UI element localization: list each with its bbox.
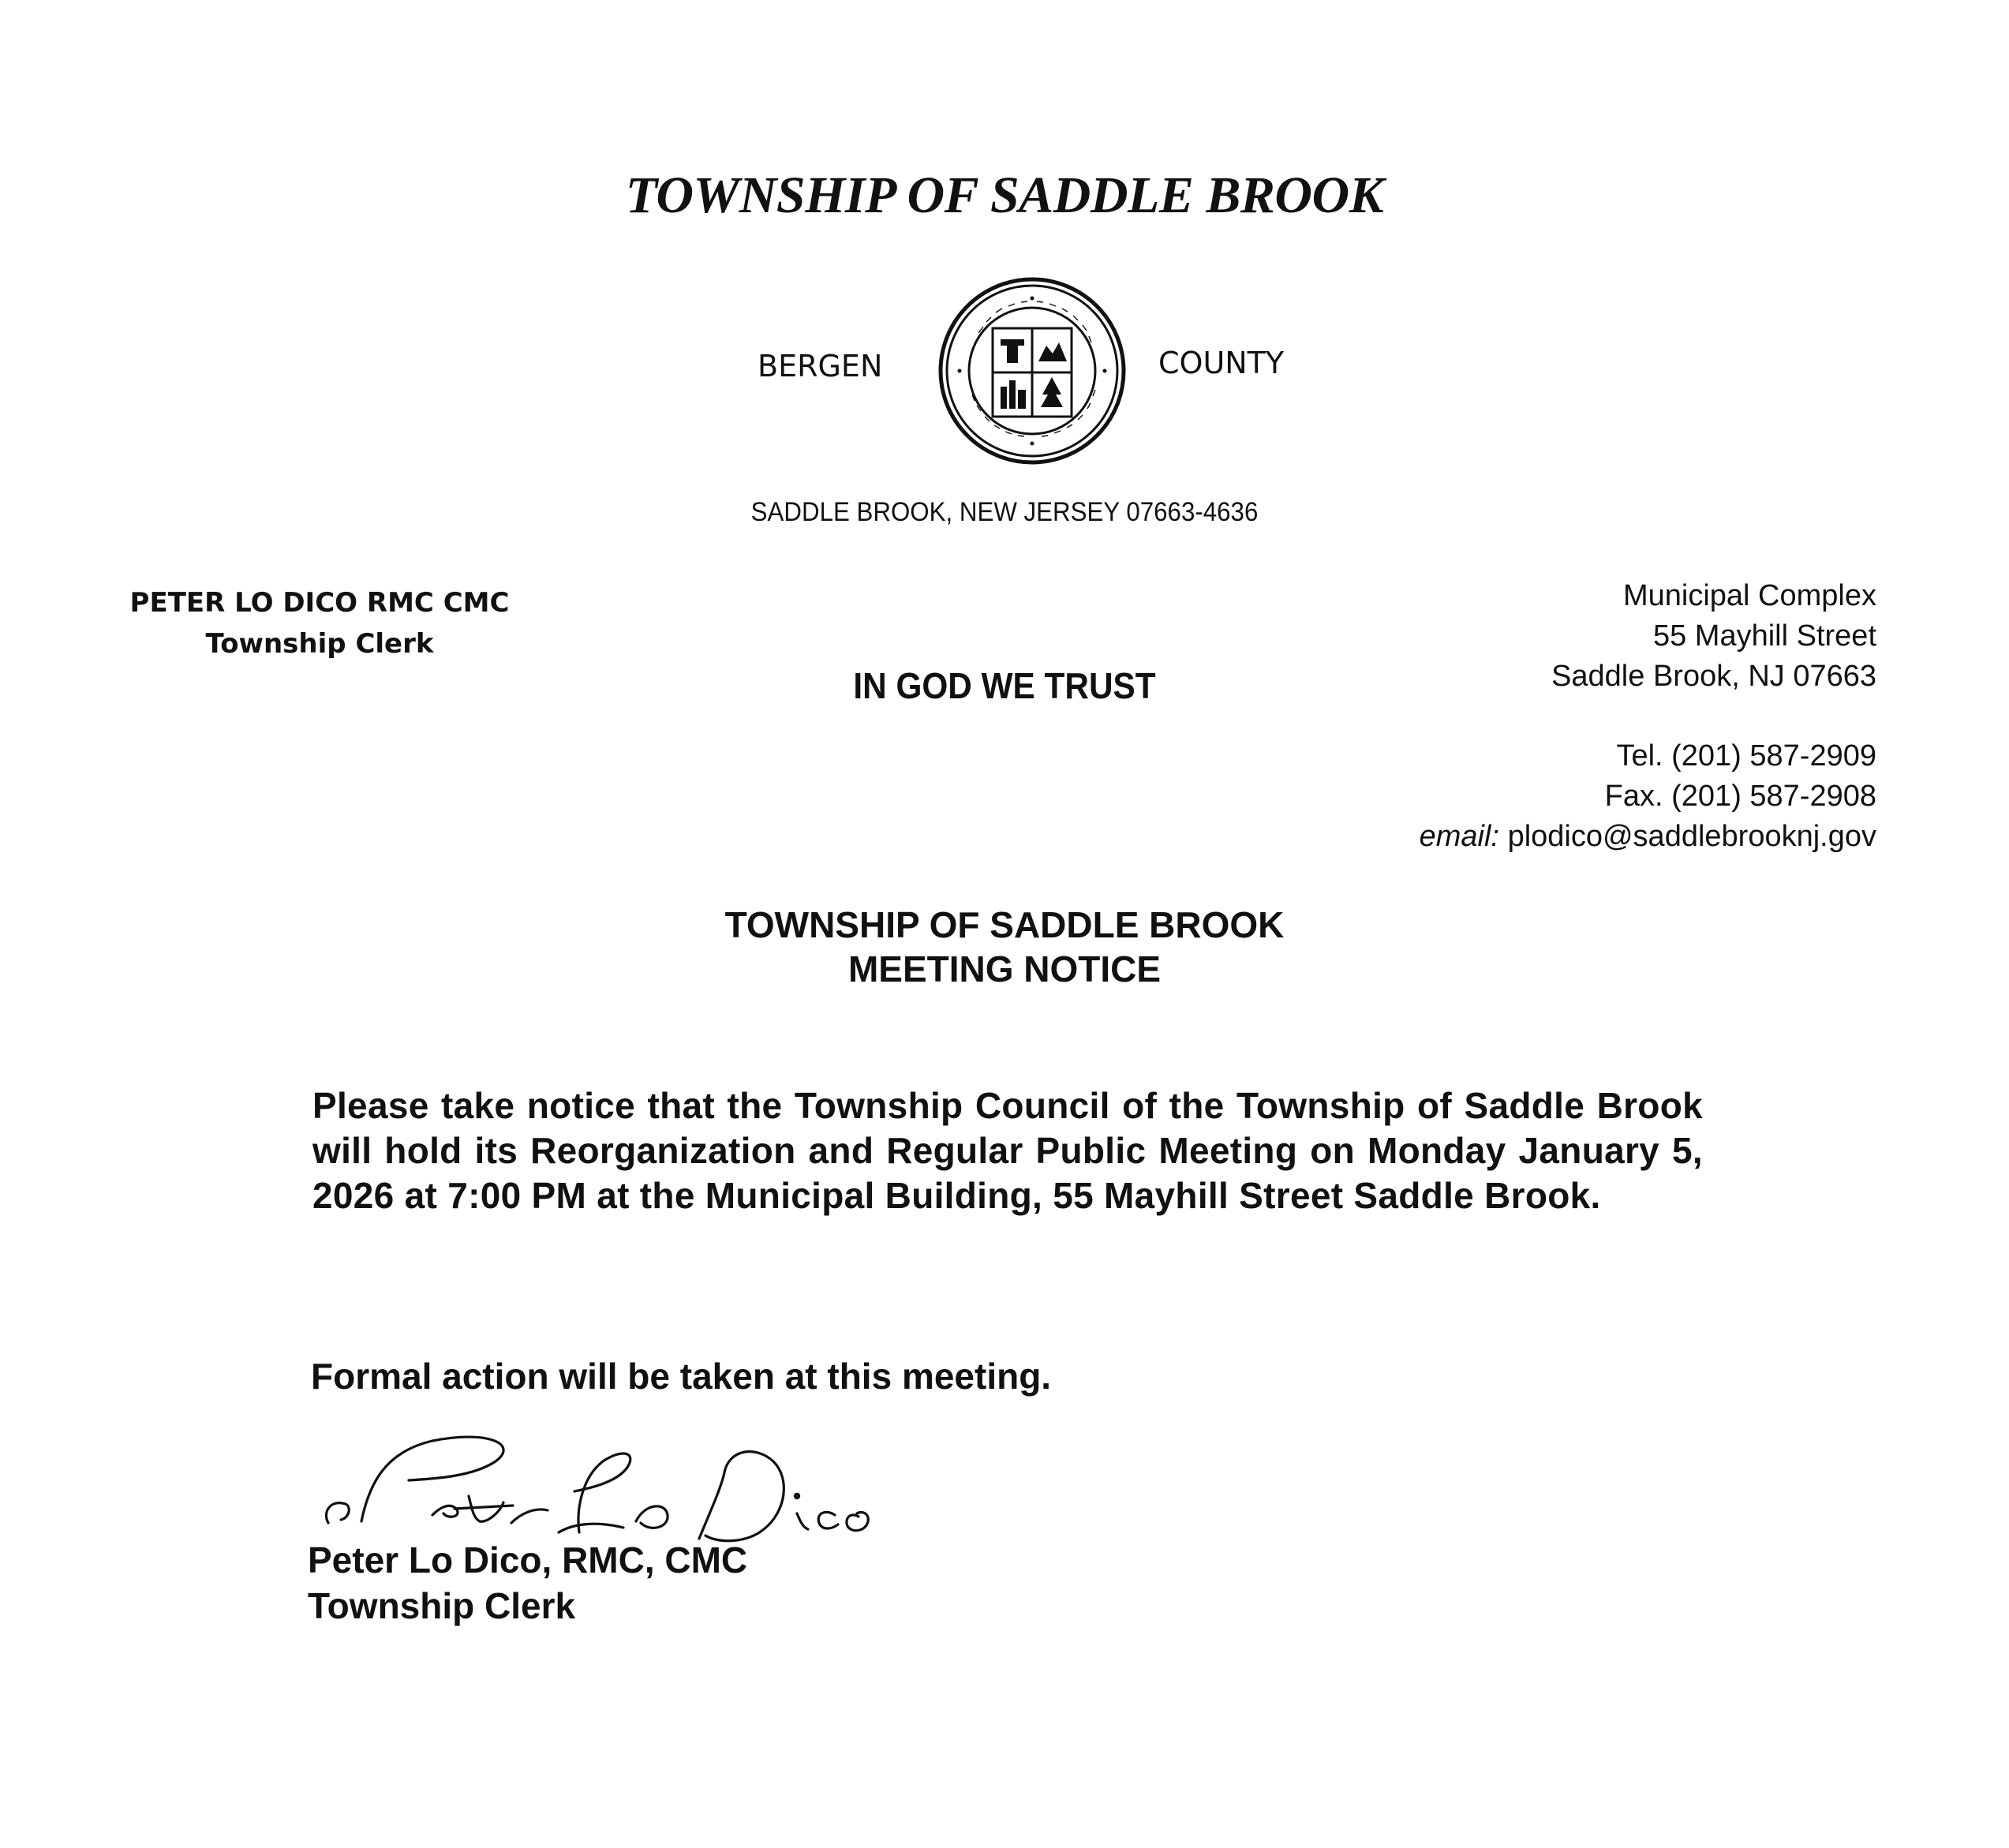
clerk-role: Township Clerk bbox=[205, 628, 434, 660]
clerk-header-block bbox=[79, 582, 560, 664]
county-label-right: COUNTY bbox=[1158, 346, 1285, 380]
signoff-name: Peter Lo Dico, RMC, CMC bbox=[308, 1539, 748, 1581]
handwritten-signature bbox=[314, 1420, 898, 1554]
township-seal-icon bbox=[937, 276, 1127, 466]
notice-heading-line-1: TOWNSHIP OF SADDLE BROOK bbox=[724, 904, 1285, 945]
contact-block bbox=[1420, 576, 1876, 857]
notice-heading bbox=[0, 903, 2009, 991]
contact-line-3: Saddle Brook, NJ 07663 bbox=[1551, 660, 1876, 693]
county-label-left: BERGEN bbox=[758, 349, 883, 383]
signoff-title: Township Clerk bbox=[308, 1585, 576, 1626]
township-title: TOWNSHIP OF SADDLE BROOK bbox=[625, 166, 1384, 224]
contact-fax: Fax. (201) 587-2908 bbox=[1604, 780, 1876, 813]
notice-heading-line-2: MEETING NOTICE bbox=[847, 948, 1162, 989]
city-address-line: SADDLE BROOK, NEW JERSEY 07663-4636 bbox=[750, 497, 1259, 527]
clerk-name-title: PETER LO DICO RMC CMC bbox=[129, 587, 510, 619]
email-label: email: bbox=[1419, 820, 1499, 853]
contact-tel: Tel. (201) 587-2909 bbox=[1616, 739, 1876, 772]
signoff-block bbox=[308, 1537, 747, 1629]
contact-line-1: Municipal Complex bbox=[1622, 579, 1876, 612]
contact-email-row bbox=[1420, 817, 1876, 857]
notice-body: Please take notice that the Township Council of the Township of Saddle Brook will hold its Reorganization and Regular Public Meeting on Monday January 5, 2026 at 7:00 PM at the Municipal Building, 55 Mayhill Street Saddle Brook. bbox=[312, 1085, 1703, 1216]
contact-line-2: 55 Mayhill Street bbox=[1652, 619, 1876, 653]
formal-action-text: Formal action will be taken at this meeting. bbox=[311, 1356, 1052, 1397]
email-address[interactable]: plodico@saddlebrooknj.gov bbox=[1507, 820, 1876, 853]
motto: IN GOD WE TRUST bbox=[853, 665, 1156, 706]
